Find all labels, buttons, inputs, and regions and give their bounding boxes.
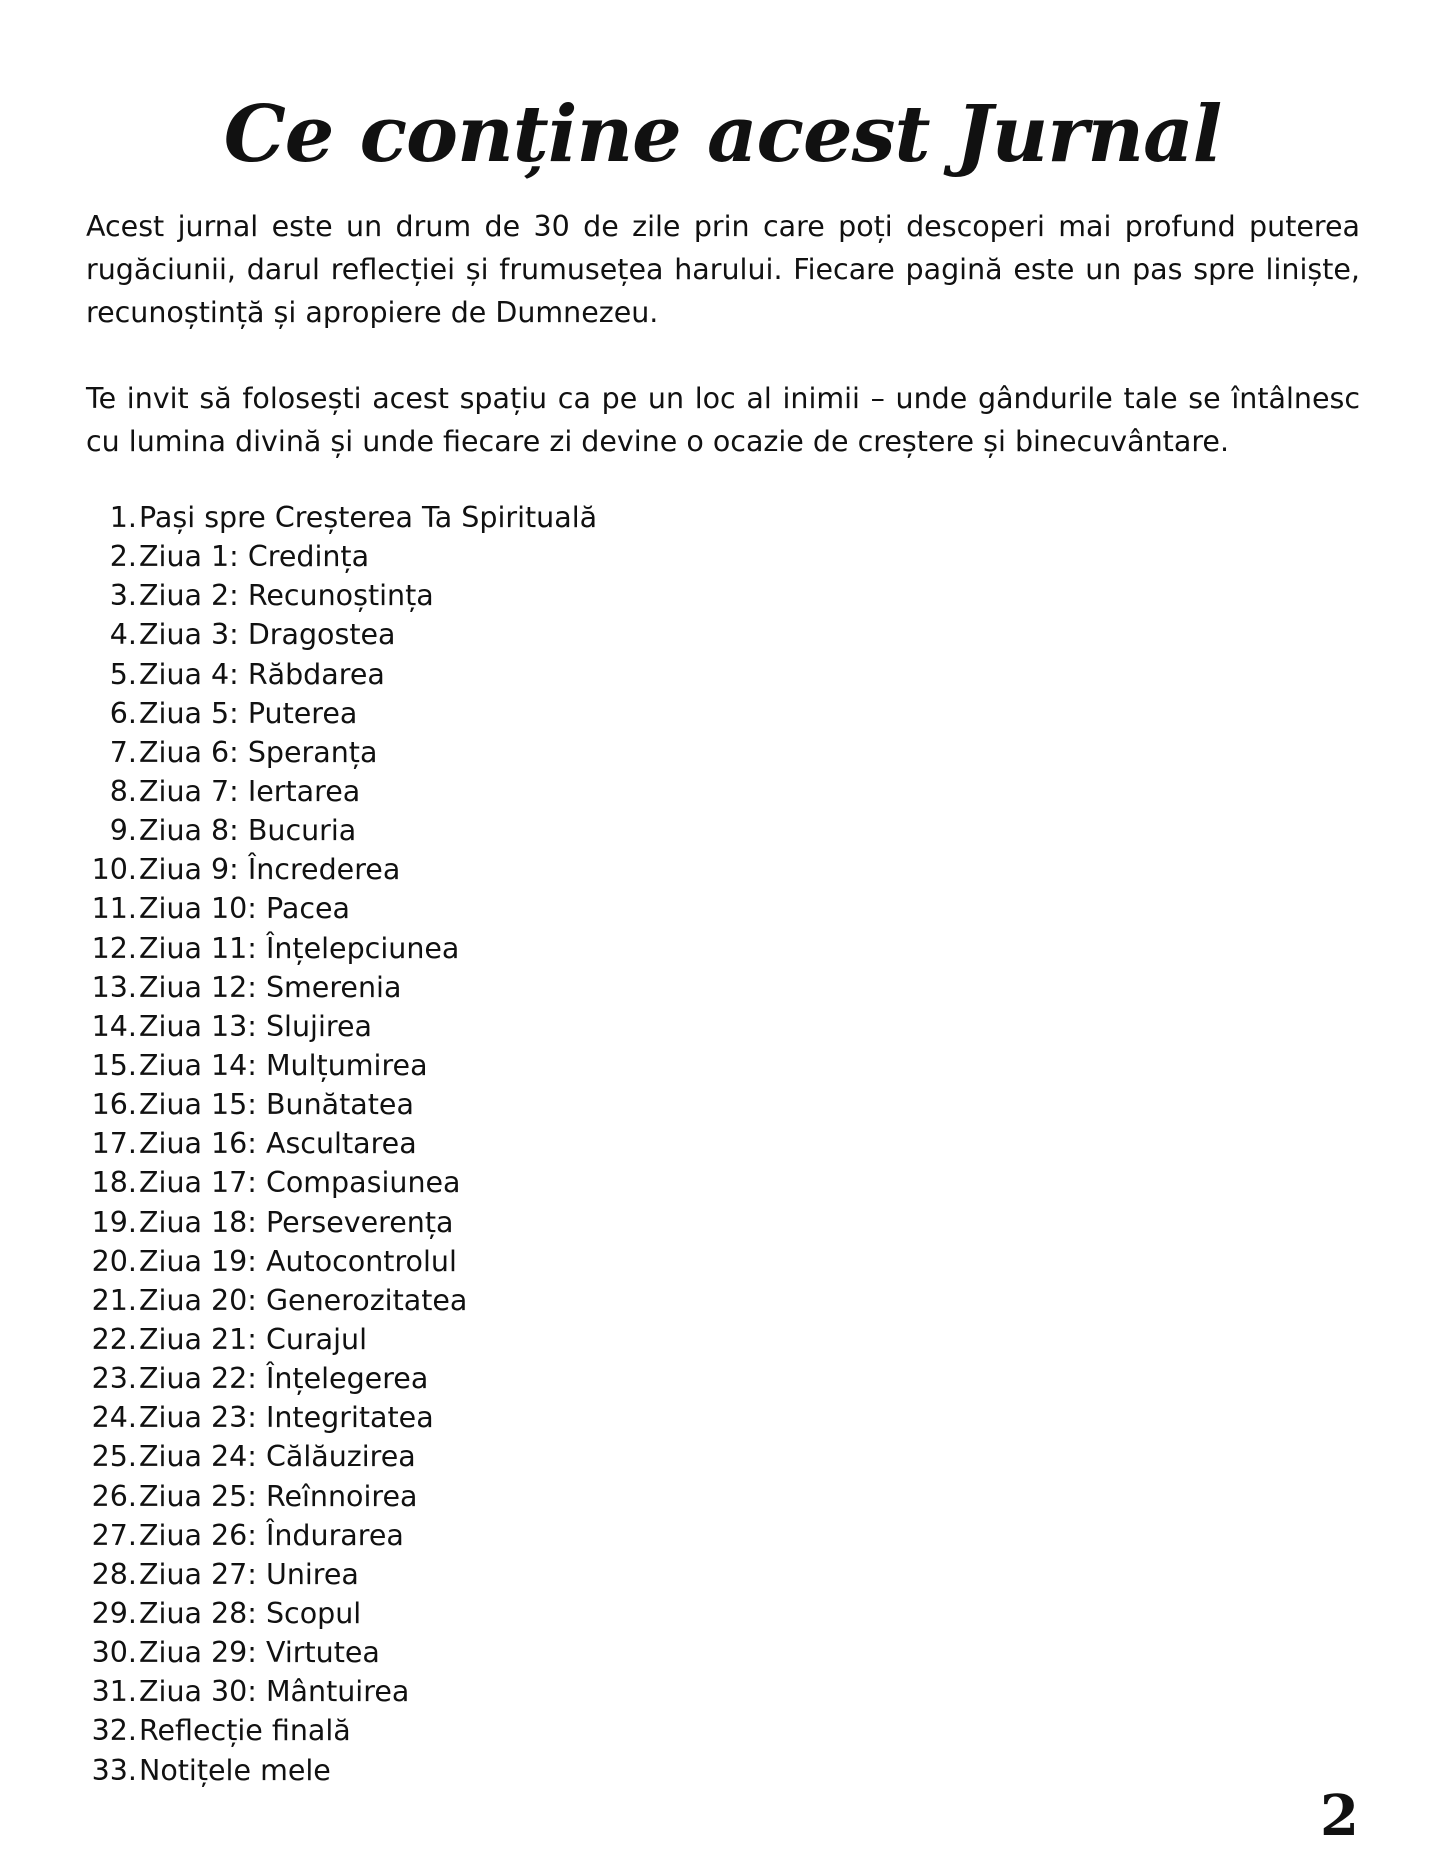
toc-item-label: Ziua 14: Mulțumirea [139,1048,428,1082]
toc-item [86,1751,786,1790]
toc-item [86,850,786,889]
toc-item-label: Ziua 30: Mântuirea [139,1675,410,1709]
toc-item [86,1516,786,1555]
toc-item-number: 20. [91,1244,137,1278]
toc-item-number: 9. [109,814,137,848]
toc-item-label: Ziua 12: Smerenia [139,970,402,1004]
toc-item [86,1477,786,1516]
table-of-contents [86,498,786,1790]
toc-item-label: Pași spre Creșterea Ta Spirituală [139,501,598,534]
toc-item [86,537,786,576]
toc-item [86,1320,786,1359]
toc-item-number: 10. [91,853,137,887]
toc-item [86,733,786,772]
toc-item-number: 15. [91,1048,137,1082]
toc-item-number: 6. [109,696,137,730]
toc-item-label: Ziua 15: Bunătatea [139,1088,414,1122]
toc-item [86,615,786,654]
toc-item [86,1046,786,1085]
toc-item-label: Ziua 28: Scopul [139,1596,362,1630]
toc-item-number: 33. [91,1753,137,1787]
toc-item [86,1672,786,1711]
toc-item-number: 14. [91,1009,137,1043]
toc-item-number: 24. [91,1401,137,1435]
toc-item-label: Ziua 6: Speranța [139,735,378,769]
toc-item-number: 8. [109,774,137,808]
toc-item-number: 21. [91,1283,137,1317]
intro-text [86,205,1360,506]
toc-item [86,968,786,1007]
toc-item [86,1711,786,1750]
toc-item-number: 19. [91,1205,137,1239]
toc-item-label: Ziua 23: Integritatea [139,1401,434,1435]
toc-item-number: 11. [91,892,137,926]
toc-item-number: 12. [91,931,137,965]
toc-item-number: 16. [91,1088,137,1122]
toc-item-number: 17. [91,1127,137,1161]
toc-item-number: 22. [91,1322,137,1356]
toc-item-label: Ziua 2: Recunoștința [139,579,434,613]
toc-item [86,1124,786,1163]
toc-item [86,1007,786,1046]
toc-item [86,694,786,733]
toc-item-label: Ziua 9: Încrederea [139,853,401,887]
toc-item-label: Ziua 22: Înțelegerea [139,1362,429,1396]
toc-item-label: Ziua 4: Răbdarea [139,657,385,691]
toc-item [86,1085,786,1124]
toc-item [86,498,786,537]
toc-item-number: 26. [91,1479,137,1513]
toc-item [86,1281,786,1320]
toc-item-number: 29. [91,1596,137,1630]
toc-item-number: 25. [91,1440,137,1474]
toc-item-number: 2. [109,540,137,574]
toc-item-number: 28. [91,1557,137,1591]
toc-item [86,1437,786,1476]
toc-item [86,929,786,968]
toc-item-label: Ziua 29: Virtutea [139,1636,380,1670]
toc-item-label: Ziua 7: Iertarea [139,774,361,808]
toc-item-number: 23. [91,1362,137,1396]
toc-item-number: 4. [109,618,137,652]
toc-item-label: Ziua 20: Generozitatea [139,1283,468,1317]
toc-item-number: 27. [91,1518,137,1552]
toc-item [86,1163,786,1202]
toc-item [86,889,786,928]
toc-item-label: Reflecție finală [139,1714,351,1748]
toc-item-label: Ziua 25: Reînnoirea [139,1479,418,1513]
toc-item-label: Ziua 1: Credința [139,540,370,574]
page-number: 2 [1320,1783,1359,1849]
toc-item-label: Ziua 5: Puterea [139,696,358,730]
toc-item-number: 18. [91,1166,137,1200]
toc-item-label: Ziua 11: Înțelepciunea [139,931,460,965]
toc-item [86,1633,786,1672]
toc-item-number: 13. [91,970,137,1004]
intro-paragraph-1: Acest jurnal este un drum de 30 de zile prin care poți descoperi mai profund puterea rugăciunii, darul reflecției și frumusețea harului. Fiecare pagină este un pas spre liniște, recunoștință și apropiere de Dumnezeu. [86,210,1360,329]
toc-item [86,1359,786,1398]
toc-item [86,811,786,850]
toc-item [86,655,786,694]
toc-item [86,576,786,615]
toc-item-number: 1. [109,501,137,534]
intro-paragraph-2: Te invit să folosești acest spațiu ca pe un loc al inimii – unde gândurile tale se întâlnesc cu lumina divină și unde fiecare zi devine o ocazie de creștere și binecuvântare. [86,382,1360,458]
toc-item-number: 3. [109,579,137,613]
toc-item [86,1555,786,1594]
toc-item-number: 5. [109,657,137,691]
toc-item-number: 32. [91,1714,137,1748]
toc-item-label: Ziua 19: Autocontrolul [139,1244,457,1278]
toc-item-label: Notițele mele [139,1753,331,1787]
toc-item-number: 7. [109,735,137,769]
toc-item [86,1242,786,1281]
toc-item [86,1203,786,1242]
toc-item-label: Ziua 3: Dragostea [139,618,396,652]
toc-item-label: Ziua 24: Călăuzirea [139,1440,416,1474]
toc-item-number: 30. [91,1636,137,1670]
page-title: Ce conține acest Jurnal [223,89,1222,180]
toc-item-label: Ziua 17: Compasiunea [139,1166,461,1200]
toc-item [86,1594,786,1633]
toc-item-label: Ziua 18: Perseverența [139,1205,454,1239]
toc-item-label: Ziua 16: Ascultarea [139,1127,417,1161]
toc-item-label: Ziua 10: Pacea [139,892,350,926]
toc-item-label: Ziua 27: Unirea [139,1557,359,1591]
toc-item-label: Ziua 26: Îndurarea [139,1518,404,1552]
toc-item-label: Ziua 21: Curajul [139,1322,367,1356]
toc-item [86,772,786,811]
toc-item-label: Ziua 13: Slujirea [139,1009,372,1043]
toc-item [86,1398,786,1437]
toc-item-number: 31. [91,1675,137,1709]
toc-item-label: Ziua 8: Bucuria [139,814,357,848]
